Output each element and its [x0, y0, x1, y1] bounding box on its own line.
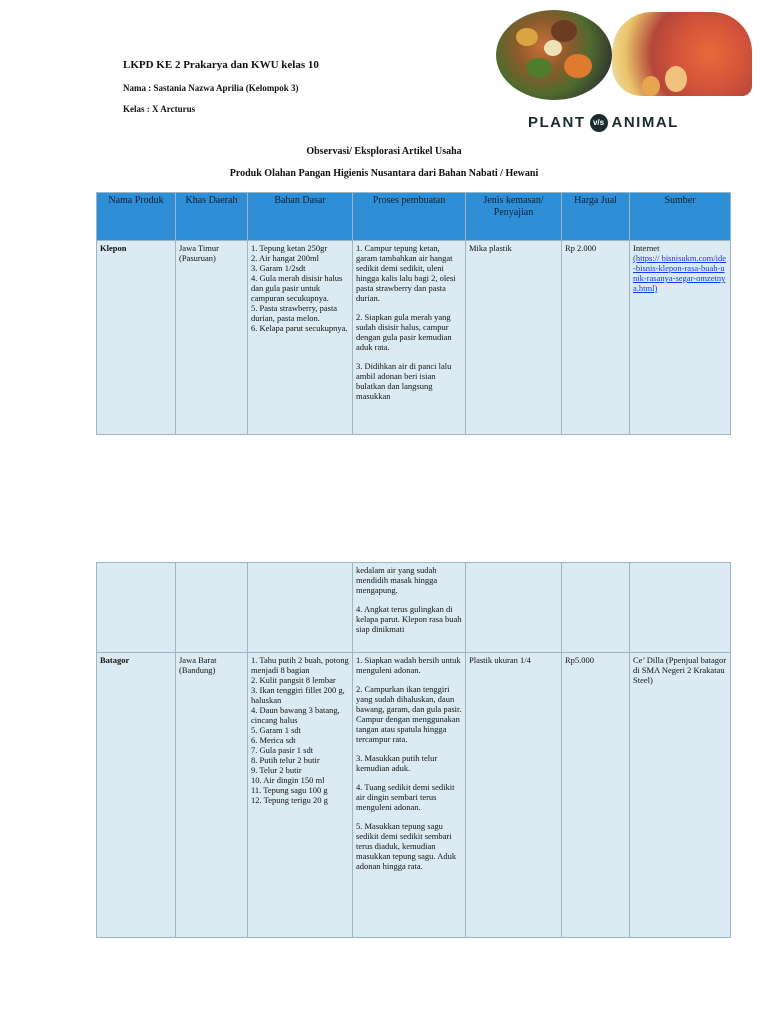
table-row-batagor: [97, 653, 731, 938]
batagor-proses: 1. Siapkan wadah bersih untuk menguleni adonan. 2. Campurkan ikan tenggiri yang sudah dihaluskan, daun bawang, garam, dan gula pasir. Campur dengan menggunakan tangan atau spatula hingga tercampur rata. 3. Masukkan putih telur kemudian aduk. 4. Tuang sedikit demi sedikit air dingin sembari terus menguleni adonan. 5. Masukkan tepung sagu sedikit demi sedikit sembari terus diaduk, kemudian masukkan tepung sagu. Aduk adonan hingga rata.: [353, 653, 466, 938]
header-khas-daerah: Khas Daerah: [176, 193, 248, 241]
plant-vs-animal-label: PLANT v/s ANIMAL: [528, 114, 679, 131]
batagor-sumber: Ce’ Dilla (Ppenjual batagor di SMA Negeri 2 Krakatau Steel): [630, 653, 731, 938]
header-harga: Harga Jual: [562, 193, 630, 241]
batagor-kemasan: Plastik ukuran 1/4: [466, 653, 562, 938]
table-row-klepon-continued: [97, 563, 731, 653]
header-sumber: Sumber: [630, 193, 731, 241]
header-bahan-dasar: Bahan Dasar: [248, 193, 353, 241]
batagor-name: Batagor: [97, 653, 176, 938]
batagor-harga: Rp5.000: [562, 653, 630, 938]
header-nama-produk: Nama Produk: [97, 193, 176, 241]
table-header-row: [97, 193, 731, 241]
batagor-daerah: Jawa Barat (Bandung): [176, 653, 248, 938]
heading-observasi: Observasi/ Eksplorasi Artikel Usaha: [306, 146, 462, 157]
heading-produk: Produk Olahan Pangan Higienis Nusantara dari Bahan Nabati / Hewani: [229, 168, 539, 179]
klepon-kemasan: Mika plastik: [466, 241, 562, 435]
plant-vs-animal-image: [490, 8, 756, 140]
product-table-part1: [96, 192, 731, 435]
klepon-sumber: Internet (https:// bisnisukm.com/ide-bisnis-klepon-rasa-buah-unik-rasanya-segar-omzetnya.html): [630, 241, 731, 435]
plant-food-plate-image: [496, 10, 612, 100]
doc-title: LKPD KE 2 Prakarya dan KWU kelas 10: [123, 59, 319, 71]
klepon-source-link[interactable]: (https:// bisnisukm.com/ide-bisnis-klepon-rasa-buah-unik-rasanya-segar-omzetnya.html): [633, 253, 727, 293]
klepon-name: Klepon: [97, 241, 176, 435]
header-proses: Proses pembuatan: [353, 193, 466, 241]
klepon-daerah: Jawa Timur (Pasuruan): [176, 241, 248, 435]
klepon-bahan: 1. Tepung ketan 250gr 2. Air hangat 200ml 3. Garam 1/2sdt 4. Gula merah disisir halus dan gula pasir untuk campuran secukupnya. 5. Pasta strawberry, pasta durian, pasta melon. 6. Kelapa parut secukupnya.: [248, 241, 353, 435]
student-name: Nama : Sastania Nazwa Aprilia (Kelompok 3): [123, 83, 299, 93]
batagor-bahan: 1. Tahu putih 2 buah, potong menjadi 8 bagian 2. Kulit pangsit 8 lembar 3. Ikan tenggiri fillet 200 g, haluskan 4. Daun bawang 3 batang, cincang halus 5. Garam 1 sdt 6. Merica sdt 7. Gula pasir 1 sdt 8. Putih telur 2 butir 9. Telur 2 butir 10. Air dingin 150 ml 11. Tepung sagu 100 g 12. Tepung terigu 20 g: [248, 653, 353, 938]
klepon-harga: Rp 2.000: [562, 241, 630, 435]
klepon-proses: 1. Campur tepung ketan, garam tambahkan air hangat sedikit demi sedikit, uleni hingga kalis lalu bagi 2, olesi pasta strawberry dan pasta durian. 2. Siapkan gula merah yang sudah disisir halus, campur dengan gula pasir kemudian aduk rata. 3. Didihkan air di panci lalu ambil adonan beri isian bulatkan dan langsung masukkan: [353, 241, 466, 435]
table-row-klepon: [97, 241, 731, 435]
klepon-proses-continued: kedalam air yang sudah mendidih masak hingga mengapung. 4. Angkat terus gulingkan di kelapa parut. Klepon rasa buah siap dinikmati: [353, 563, 466, 653]
product-table-part2: [96, 562, 731, 938]
student-class: Kelas : X Arcturus: [123, 104, 196, 114]
header-kemasan: Jenis kemasan/ Penyajian: [466, 193, 562, 241]
